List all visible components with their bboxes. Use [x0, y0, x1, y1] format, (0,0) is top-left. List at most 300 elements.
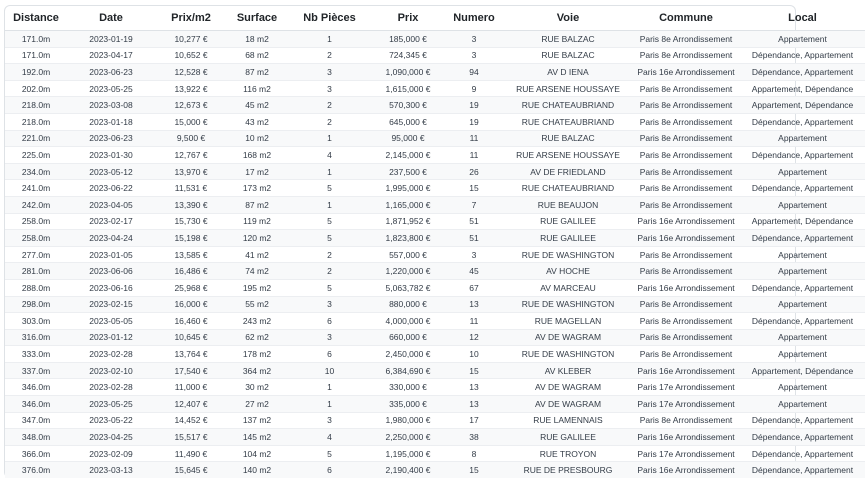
rooms-cell: 10	[287, 362, 372, 379]
surface-cell: 27 m2	[227, 396, 287, 413]
distance-cell: 225.0m	[5, 147, 67, 164]
rooms-cell: 6	[287, 313, 372, 330]
rooms-cell: 1	[287, 396, 372, 413]
price-per-m2-cell: 13,764 €	[155, 346, 227, 363]
price-per-m2-cell: 11,000 €	[155, 379, 227, 396]
distance-cell: 242.0m	[5, 196, 67, 213]
table-row	[5, 213, 865, 230]
commune-cell: Paris 8e Arrondissement	[632, 113, 740, 130]
price-cell: 1,220,000 €	[372, 263, 444, 280]
price-cell: 1,090,000 €	[372, 64, 444, 81]
table-row	[5, 130, 865, 147]
street-cell: AV HOCHE	[504, 263, 632, 280]
surface-cell: 43 m2	[227, 113, 287, 130]
surface-cell: 55 m2	[227, 296, 287, 313]
street-cell: RUE ARSENE HOUSSAYE	[504, 147, 632, 164]
table-row	[5, 180, 865, 197]
date-cell: 2023-02-15	[67, 296, 155, 313]
table-row	[5, 80, 865, 97]
rooms-cell: 5	[287, 230, 372, 247]
surface-cell: 168 m2	[227, 147, 287, 164]
street-cell: AV DE WAGRAM	[504, 379, 632, 396]
rooms-cell: 4	[287, 147, 372, 164]
table-row	[5, 196, 865, 213]
distance-cell: 202.0m	[5, 80, 67, 97]
table-row	[5, 113, 865, 130]
distance-cell: 346.0m	[5, 379, 67, 396]
rooms-cell: 1	[287, 31, 372, 48]
date-cell: 2023-05-05	[67, 313, 155, 330]
street-cell: RUE BALZAC	[504, 47, 632, 64]
rooms-cell: 1	[287, 163, 372, 180]
price-cell: 660,000 €	[372, 329, 444, 346]
commune-cell: Paris 8e Arrondissement	[632, 47, 740, 64]
street-cell: RUE LAMENNAIS	[504, 412, 632, 429]
commune-cell: Paris 17e Arrondissement	[632, 445, 740, 462]
commune-cell: Paris 16e Arrondissement	[632, 213, 740, 230]
rooms-cell: 5	[287, 180, 372, 197]
table-header	[5, 6, 865, 31]
table-row	[5, 64, 865, 81]
table-row	[5, 163, 865, 180]
local-cell: Dépendance, Appartement	[740, 47, 865, 64]
distance-cell: 288.0m	[5, 279, 67, 296]
distance-cell: 234.0m	[5, 163, 67, 180]
local-cell: Dépendance, Appartement	[740, 445, 865, 462]
commune-cell: Paris 16e Arrondissement	[632, 462, 740, 478]
date-cell: 2023-02-09	[67, 445, 155, 462]
commune-cell: Paris 16e Arrondissement	[632, 230, 740, 247]
street-cell: RUE DE PRESBOURG	[504, 462, 632, 478]
street-cell: AV DE FRIEDLAND	[504, 163, 632, 180]
number-cell: 11	[444, 147, 504, 164]
header-rooms[interactable]: Nb Pièces	[287, 6, 372, 31]
price-per-m2-cell: 15,645 €	[155, 462, 227, 478]
street-cell: RUE TROYON	[504, 445, 632, 462]
header-local[interactable]: Local	[740, 6, 865, 31]
price-per-m2-cell: 13,585 €	[155, 246, 227, 263]
price-cell: 1,980,000 €	[372, 412, 444, 429]
commune-cell: Paris 8e Arrondissement	[632, 147, 740, 164]
commune-cell: Paris 17e Arrondissement	[632, 396, 740, 413]
street-cell: RUE CHATEAUBRIAND	[504, 113, 632, 130]
date-cell: 2023-06-22	[67, 180, 155, 197]
street-cell: RUE BALZAC	[504, 31, 632, 48]
price-cell: 1,871,952 €	[372, 213, 444, 230]
table-row	[5, 279, 865, 296]
rooms-cell: 6	[287, 346, 372, 363]
number-cell: 94	[444, 64, 504, 81]
price-cell: 6,384,690 €	[372, 362, 444, 379]
price-cell: 2,190,400 €	[372, 462, 444, 478]
rooms-cell: 2	[287, 113, 372, 130]
price-cell: 1,823,800 €	[372, 230, 444, 247]
local-cell: Dépendance, Appartement	[740, 113, 865, 130]
commune-cell: Paris 8e Arrondissement	[632, 80, 740, 97]
table-row	[5, 445, 865, 462]
surface-cell: 10 m2	[227, 130, 287, 147]
street-cell: AV MARCEAU	[504, 279, 632, 296]
price-per-m2-cell: 15,000 €	[155, 113, 227, 130]
street-cell: AV KLEBER	[504, 362, 632, 379]
price-per-m2-cell: 10,645 €	[155, 329, 227, 346]
table-row	[5, 412, 865, 429]
surface-cell: 145 m2	[227, 429, 287, 446]
rooms-cell: 1	[287, 379, 372, 396]
distance-cell: 281.0m	[5, 263, 67, 280]
rooms-cell: 5	[287, 213, 372, 230]
distance-cell: 333.0m	[5, 346, 67, 363]
number-cell: 51	[444, 213, 504, 230]
date-cell: 2023-02-28	[67, 379, 155, 396]
date-cell: 2023-06-16	[67, 279, 155, 296]
number-cell: 19	[444, 97, 504, 114]
price-cell: 330,000 €	[372, 379, 444, 396]
surface-cell: 195 m2	[227, 279, 287, 296]
price-cell: 1,995,000 €	[372, 180, 444, 197]
commune-cell: Paris 8e Arrondissement	[632, 313, 740, 330]
price-per-m2-cell: 11,531 €	[155, 180, 227, 197]
table-row	[5, 429, 865, 446]
surface-cell: 116 m2	[227, 80, 287, 97]
date-cell: 2023-01-05	[67, 246, 155, 263]
local-cell: Appartement	[740, 329, 865, 346]
distance-cell: 192.0m	[5, 64, 67, 81]
surface-cell: 41 m2	[227, 246, 287, 263]
local-cell: Appartement	[740, 296, 865, 313]
distance-cell: 258.0m	[5, 230, 67, 247]
surface-cell: 68 m2	[227, 47, 287, 64]
header-row	[5, 6, 865, 31]
number-cell: 12	[444, 329, 504, 346]
date-cell: 2023-01-18	[67, 113, 155, 130]
price-per-m2-cell: 17,540 €	[155, 362, 227, 379]
price-per-m2-cell: 25,968 €	[155, 279, 227, 296]
price-per-m2-cell: 13,970 €	[155, 163, 227, 180]
commune-cell: Paris 16e Arrondissement	[632, 64, 740, 81]
date-cell: 2023-04-24	[67, 230, 155, 247]
local-cell: Appartement	[740, 396, 865, 413]
date-cell: 2023-06-23	[67, 130, 155, 147]
surface-cell: 17 m2	[227, 163, 287, 180]
local-cell: Appartement, Dépendance	[740, 80, 865, 97]
distance-cell: 218.0m	[5, 113, 67, 130]
rooms-cell: 4	[287, 429, 372, 446]
price-per-m2-cell: 12,528 €	[155, 64, 227, 81]
commune-cell: Paris 8e Arrondissement	[632, 196, 740, 213]
number-cell: 3	[444, 246, 504, 263]
surface-cell: 120 m2	[227, 230, 287, 247]
header-price-per-m2[interactable]: Prix/m2	[155, 6, 227, 31]
header-price[interactable]: Prix	[372, 6, 444, 31]
distance-cell: 221.0m	[5, 130, 67, 147]
price-per-m2-cell: 9,500 €	[155, 130, 227, 147]
local-cell: Dépendance, Appartement	[740, 313, 865, 330]
street-cell: RUE MAGELLAN	[504, 313, 632, 330]
number-cell: 17	[444, 412, 504, 429]
number-cell: 3	[444, 31, 504, 48]
table-row	[5, 379, 865, 396]
street-cell: RUE ARSENE HOUSSAYE	[504, 80, 632, 97]
price-per-m2-cell: 14,452 €	[155, 412, 227, 429]
table-body	[5, 31, 865, 479]
local-cell: Appartement, Dépendance	[740, 362, 865, 379]
rooms-cell: 2	[287, 47, 372, 64]
local-cell: Dépendance, Appartement	[740, 230, 865, 247]
surface-cell: 243 m2	[227, 313, 287, 330]
header-street[interactable]: Voie	[504, 6, 632, 31]
date-cell: 2023-02-10	[67, 362, 155, 379]
header-surface[interactable]: Surface	[227, 6, 287, 31]
commune-cell: Paris 8e Arrondissement	[632, 130, 740, 147]
local-cell: Appartement	[740, 346, 865, 363]
street-cell: RUE GALILEE	[504, 213, 632, 230]
local-cell: Appartement	[740, 246, 865, 263]
price-per-m2-cell: 13,390 €	[155, 196, 227, 213]
price-cell: 4,000,000 €	[372, 313, 444, 330]
number-cell: 10	[444, 346, 504, 363]
surface-cell: 364 m2	[227, 362, 287, 379]
local-cell: Appartement	[740, 130, 865, 147]
rooms-cell: 5	[287, 279, 372, 296]
date-cell: 2023-01-30	[67, 147, 155, 164]
surface-cell: 87 m2	[227, 196, 287, 213]
date-cell: 2023-06-06	[67, 263, 155, 280]
distance-cell: 303.0m	[5, 313, 67, 330]
number-cell: 67	[444, 279, 504, 296]
date-cell: 2023-04-25	[67, 429, 155, 446]
local-cell: Dépendance, Appartement	[740, 429, 865, 446]
commune-cell: Paris 16e Arrondissement	[632, 429, 740, 446]
commune-cell: Paris 16e Arrondissement	[632, 362, 740, 379]
street-cell: RUE GALILEE	[504, 429, 632, 446]
price-cell: 645,000 €	[372, 113, 444, 130]
date-cell: 2023-06-23	[67, 64, 155, 81]
street-cell: RUE BEAUJON	[504, 196, 632, 213]
distance-cell: 316.0m	[5, 329, 67, 346]
commune-cell: Paris 8e Arrondissement	[632, 180, 740, 197]
rooms-cell: 1	[287, 130, 372, 147]
commune-cell: Paris 17e Arrondissement	[632, 379, 740, 396]
table-row	[5, 462, 865, 478]
price-per-m2-cell: 16,486 €	[155, 263, 227, 280]
table-row	[5, 313, 865, 330]
date-cell: 2023-05-25	[67, 80, 155, 97]
price-cell: 95,000 €	[372, 130, 444, 147]
rooms-cell: 5	[287, 445, 372, 462]
rooms-cell: 2	[287, 97, 372, 114]
street-cell: RUE CHATEAUBRIAND	[504, 180, 632, 197]
date-cell: 2023-01-19	[67, 31, 155, 48]
commune-cell: Paris 8e Arrondissement	[632, 329, 740, 346]
header-commune[interactable]: Commune	[632, 6, 740, 31]
street-cell: AV DE WAGRAM	[504, 329, 632, 346]
price-per-m2-cell: 15,198 €	[155, 230, 227, 247]
number-cell: 13	[444, 396, 504, 413]
local-cell: Appartement	[740, 163, 865, 180]
date-cell: 2023-04-17	[67, 47, 155, 64]
price-per-m2-cell: 16,460 €	[155, 313, 227, 330]
table-row	[5, 263, 865, 280]
number-cell: 9	[444, 80, 504, 97]
distance-cell: 346.0m	[5, 396, 67, 413]
price-cell: 185,000 €	[372, 31, 444, 48]
date-cell: 2023-04-05	[67, 196, 155, 213]
price-cell: 335,000 €	[372, 396, 444, 413]
table-row	[5, 31, 865, 48]
header-number[interactable]: Numero	[444, 6, 504, 31]
price-per-m2-cell: 11,490 €	[155, 445, 227, 462]
surface-cell: 45 m2	[227, 97, 287, 114]
street-cell: AV DE WAGRAM	[504, 396, 632, 413]
price-per-m2-cell: 12,767 €	[155, 147, 227, 164]
surface-cell: 173 m2	[227, 180, 287, 197]
local-cell: Appartement, Dépendance	[740, 213, 865, 230]
price-per-m2-cell: 12,673 €	[155, 97, 227, 114]
number-cell: 15	[444, 462, 504, 478]
distance-cell: 171.0m	[5, 31, 67, 48]
local-cell: Appartement	[740, 379, 865, 396]
commune-cell: Paris 8e Arrondissement	[632, 346, 740, 363]
price-cell: 880,000 €	[372, 296, 444, 313]
number-cell: 15	[444, 362, 504, 379]
price-cell: 237,500 €	[372, 163, 444, 180]
number-cell: 15	[444, 180, 504, 197]
date-cell: 2023-05-12	[67, 163, 155, 180]
distance-cell: 218.0m	[5, 97, 67, 114]
local-cell: Dépendance, Appartement	[740, 180, 865, 197]
local-cell: Dépendance, Appartement	[740, 147, 865, 164]
transactions-table-card	[4, 5, 854, 478]
table-row	[5, 346, 865, 363]
number-cell: 51	[444, 230, 504, 247]
local-cell: Dépendance, Appartement	[740, 412, 865, 429]
transactions-table	[5, 6, 865, 478]
header-date[interactable]: Date	[67, 6, 155, 31]
price-per-m2-cell: 15,730 €	[155, 213, 227, 230]
price-cell: 1,195,000 €	[372, 445, 444, 462]
number-cell: 38	[444, 429, 504, 446]
street-cell: RUE DE WASHINGTON	[504, 346, 632, 363]
surface-cell: 137 m2	[227, 412, 287, 429]
table-row	[5, 296, 865, 313]
street-cell: RUE CHATEAUBRIAND	[504, 97, 632, 114]
street-cell: RUE DE WASHINGTON	[504, 246, 632, 263]
price-per-m2-cell: 13,922 €	[155, 80, 227, 97]
rooms-cell: 3	[287, 64, 372, 81]
price-cell: 2,250,000 €	[372, 429, 444, 446]
commune-cell: Paris 8e Arrondissement	[632, 412, 740, 429]
date-cell: 2023-02-17	[67, 213, 155, 230]
local-cell: Appartement	[740, 31, 865, 48]
rooms-cell: 1	[287, 196, 372, 213]
number-cell: 7	[444, 196, 504, 213]
surface-cell: 62 m2	[227, 329, 287, 346]
date-cell: 2023-03-08	[67, 97, 155, 114]
price-cell: 557,000 €	[372, 246, 444, 263]
distance-cell: 171.0m	[5, 47, 67, 64]
distance-cell: 376.0m	[5, 462, 67, 478]
distance-cell: 366.0m	[5, 445, 67, 462]
table-row	[5, 362, 865, 379]
date-cell: 2023-01-12	[67, 329, 155, 346]
surface-cell: 140 m2	[227, 462, 287, 478]
local-cell: Appartement, Dépendance	[740, 97, 865, 114]
date-cell: 2023-05-22	[67, 412, 155, 429]
rooms-cell: 3	[287, 296, 372, 313]
surface-cell: 104 m2	[227, 445, 287, 462]
rooms-cell: 3	[287, 412, 372, 429]
price-cell: 1,165,000 €	[372, 196, 444, 213]
local-cell: Dépendance, Appartement	[740, 279, 865, 296]
rooms-cell: 3	[287, 329, 372, 346]
rooms-cell: 3	[287, 80, 372, 97]
table-row	[5, 97, 865, 114]
table-row	[5, 396, 865, 413]
price-per-m2-cell: 10,277 €	[155, 31, 227, 48]
date-cell: 2023-02-28	[67, 346, 155, 363]
distance-cell: 258.0m	[5, 213, 67, 230]
price-per-m2-cell: 15,517 €	[155, 429, 227, 446]
surface-cell: 30 m2	[227, 379, 287, 396]
rooms-cell: 6	[287, 462, 372, 478]
number-cell: 19	[444, 113, 504, 130]
distance-cell: 337.0m	[5, 362, 67, 379]
local-cell: Dépendance, Appartement	[740, 64, 865, 81]
table-row	[5, 246, 865, 263]
street-cell: RUE BALZAC	[504, 130, 632, 147]
surface-cell: 74 m2	[227, 263, 287, 280]
commune-cell: Paris 8e Arrondissement	[632, 246, 740, 263]
commune-cell: Paris 8e Arrondissement	[632, 263, 740, 280]
number-cell: 26	[444, 163, 504, 180]
table-row	[5, 147, 865, 164]
rooms-cell: 2	[287, 263, 372, 280]
price-per-m2-cell: 16,000 €	[155, 296, 227, 313]
price-per-m2-cell: 10,652 €	[155, 47, 227, 64]
number-cell: 8	[444, 445, 504, 462]
local-cell: Appartement	[740, 263, 865, 280]
price-cell: 2,145,000 €	[372, 147, 444, 164]
commune-cell: Paris 8e Arrondissement	[632, 163, 740, 180]
price-cell: 2,450,000 €	[372, 346, 444, 363]
distance-cell: 348.0m	[5, 429, 67, 446]
distance-cell: 298.0m	[5, 296, 67, 313]
local-cell: Dépendance, Appartement	[740, 462, 865, 478]
price-cell: 5,063,782 €	[372, 279, 444, 296]
street-cell: AV D IENA	[504, 64, 632, 81]
number-cell: 13	[444, 296, 504, 313]
distance-cell: 241.0m	[5, 180, 67, 197]
price-cell: 570,300 €	[372, 97, 444, 114]
header-distance[interactable]: Distance	[5, 6, 67, 31]
surface-cell: 119 m2	[227, 213, 287, 230]
surface-cell: 87 m2	[227, 64, 287, 81]
surface-cell: 18 m2	[227, 31, 287, 48]
table-row	[5, 47, 865, 64]
street-cell: RUE GALILEE	[504, 230, 632, 247]
commune-cell: Paris 8e Arrondissement	[632, 296, 740, 313]
price-per-m2-cell: 12,407 €	[155, 396, 227, 413]
local-cell: Appartement	[740, 196, 865, 213]
price-cell: 1,615,000 €	[372, 80, 444, 97]
price-cell: 724,345 €	[372, 47, 444, 64]
commune-cell: Paris 16e Arrondissement	[632, 279, 740, 296]
commune-cell: Paris 8e Arrondissement	[632, 31, 740, 48]
number-cell: 3	[444, 47, 504, 64]
date-cell: 2023-05-25	[67, 396, 155, 413]
number-cell: 11	[444, 313, 504, 330]
